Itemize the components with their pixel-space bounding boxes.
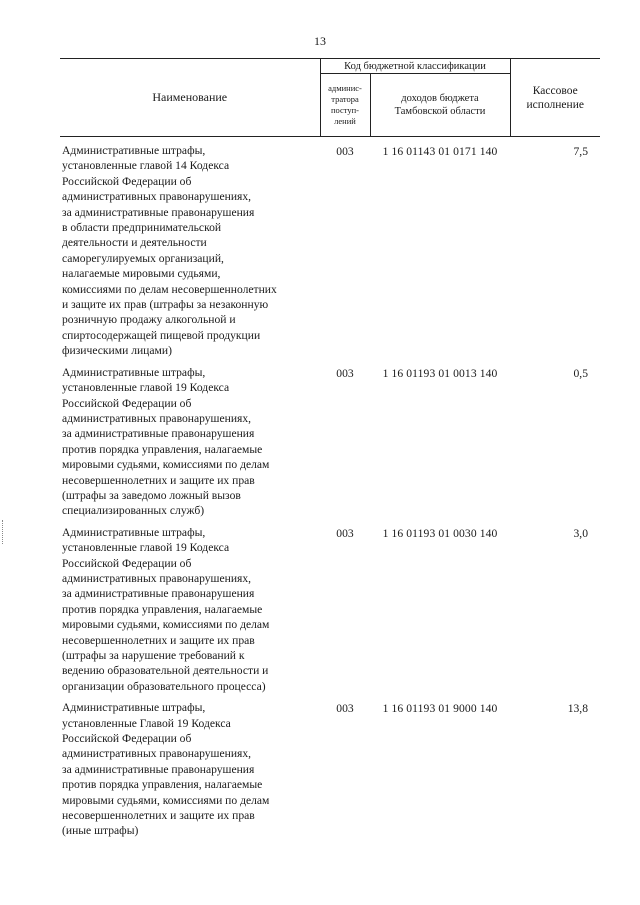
row-name [60,143,320,359]
header-admin-line: лений [334,116,356,126]
name-line: в области предпринимательской [62,221,222,235]
row-admin-code: 003 [336,145,354,158]
row-amount: 0,5 [573,366,588,380]
name-line: мировыми судьями, комиссиями по делам [62,618,270,632]
name-line: Российской Федерации об [62,396,192,410]
scan-margin-mark [2,520,4,544]
name-line: административных правонарушениях, [62,411,252,425]
name-line: установленные главой 19 Кодекса [62,381,230,395]
name-line: розничную продажу алкогольной и [62,313,236,327]
name-line: Административные штрафы, [62,144,206,157]
name-line: деятельности и деятельности [62,236,207,250]
row-income-code: 1 16 01193 01 0030 140 [382,526,498,540]
name-line: ведению образовательной деятельности и [62,664,269,678]
name-line: против порядка управления, налагаемые [62,442,263,456]
name-line: и защите их прав (штрафы за незаконную [62,298,269,312]
row-income-code: 1 16 01143 01 0171 140 [382,145,498,158]
row-amount: 7,5 [573,145,588,158]
name-line: несовершеннолетних и защите их прав [62,633,255,647]
name-line: (штрафы за заведомо ложный вызов [62,488,241,502]
header-budget-classification-code: Код бюджетной классификации [320,59,510,74]
header-admin-line: админис- [328,83,362,93]
name-line: против порядка управления, налагаемые [62,602,263,616]
page-number: 13 [314,34,326,48]
row-amount: 3,0 [573,526,588,540]
header-admin-line: поступ- [330,105,359,115]
name-line: Российской Федерации об [62,556,192,570]
table-body [60,137,600,839]
name-line: административных правонарушениях, [62,190,252,204]
row-income-code: 1 16 01193 01 9000 140 [382,702,498,716]
row-admin-code: 003 [336,366,354,380]
name-line: спиртосодержащей пищевой продукции [62,328,261,342]
table-header [60,59,600,137]
name-line: несовершеннолетних и защите их прав [62,473,255,487]
header-administrator [320,74,370,137]
name-line: Административные штрафы, [62,365,206,379]
name-line: установленные главой 14 Кодекса [62,159,230,173]
name-line: административных правонарушениях, [62,571,252,585]
name-line: несовершеннолетних и защите их прав [62,809,255,823]
row-name [60,700,320,839]
header-income-line: Тамбовской области [394,106,486,117]
name-line: за административные правонарушения [62,205,255,219]
name-line: саморегулируемых организаций, [62,251,224,265]
table-row [60,365,600,519]
name-line: административных правонарушениях, [62,747,252,761]
table-row [60,143,600,359]
name-line: (иные штрафы) [62,824,139,838]
name-line: установленные главой 19 Кодекса [62,541,230,555]
name-line: Российской Федерации об [62,732,192,746]
header-cash-execution [510,59,600,137]
name-line: против порядка управления, налагаемые [62,778,263,792]
header-admin-line: тратора [331,94,359,104]
header-name: Наименование [60,59,320,137]
name-line: физическими лицами) [62,344,172,358]
name-line: организации образовательного процесса) [62,679,266,693]
name-line: установленные Главой 19 Кодекса [62,716,231,730]
table-row [60,525,600,694]
name-line: за административные правонарушения [62,427,255,441]
header-income-line: доходов бюджета [401,93,479,104]
header-execution-line: Кассовое [532,84,578,97]
name-line: за административные правонарушения [62,587,255,601]
name-line: мировыми судьями, комиссиями по делам [62,458,270,472]
name-line: мировыми судьями, комиссиями по делам [62,793,270,807]
row-name [60,365,320,519]
table-row [60,700,600,839]
name-line: (штрафы за нарушение требований к [62,649,245,662]
row-income-code: 1 16 01193 01 0013 140 [382,366,498,380]
name-line: за административные правонарушения [62,762,255,776]
name-line: комиссиями по делам несовершеннолетних [62,282,277,296]
row-name [60,525,320,694]
name-line: Российской Федерации об [62,174,192,188]
name-line: налагаемые мировыми судьями, [62,267,221,281]
row-admin-code: 003 [336,526,354,540]
budget-table [60,58,600,839]
name-line: Административные штрафы, [62,525,206,539]
header-income [370,74,510,137]
name-line: специализированных служб) [62,504,205,518]
name-line: Административные штрафы, [62,701,206,715]
header-execution-line: исполнение [526,98,584,111]
row-amount: 13,8 [567,702,588,716]
row-admin-code: 003 [336,702,354,716]
